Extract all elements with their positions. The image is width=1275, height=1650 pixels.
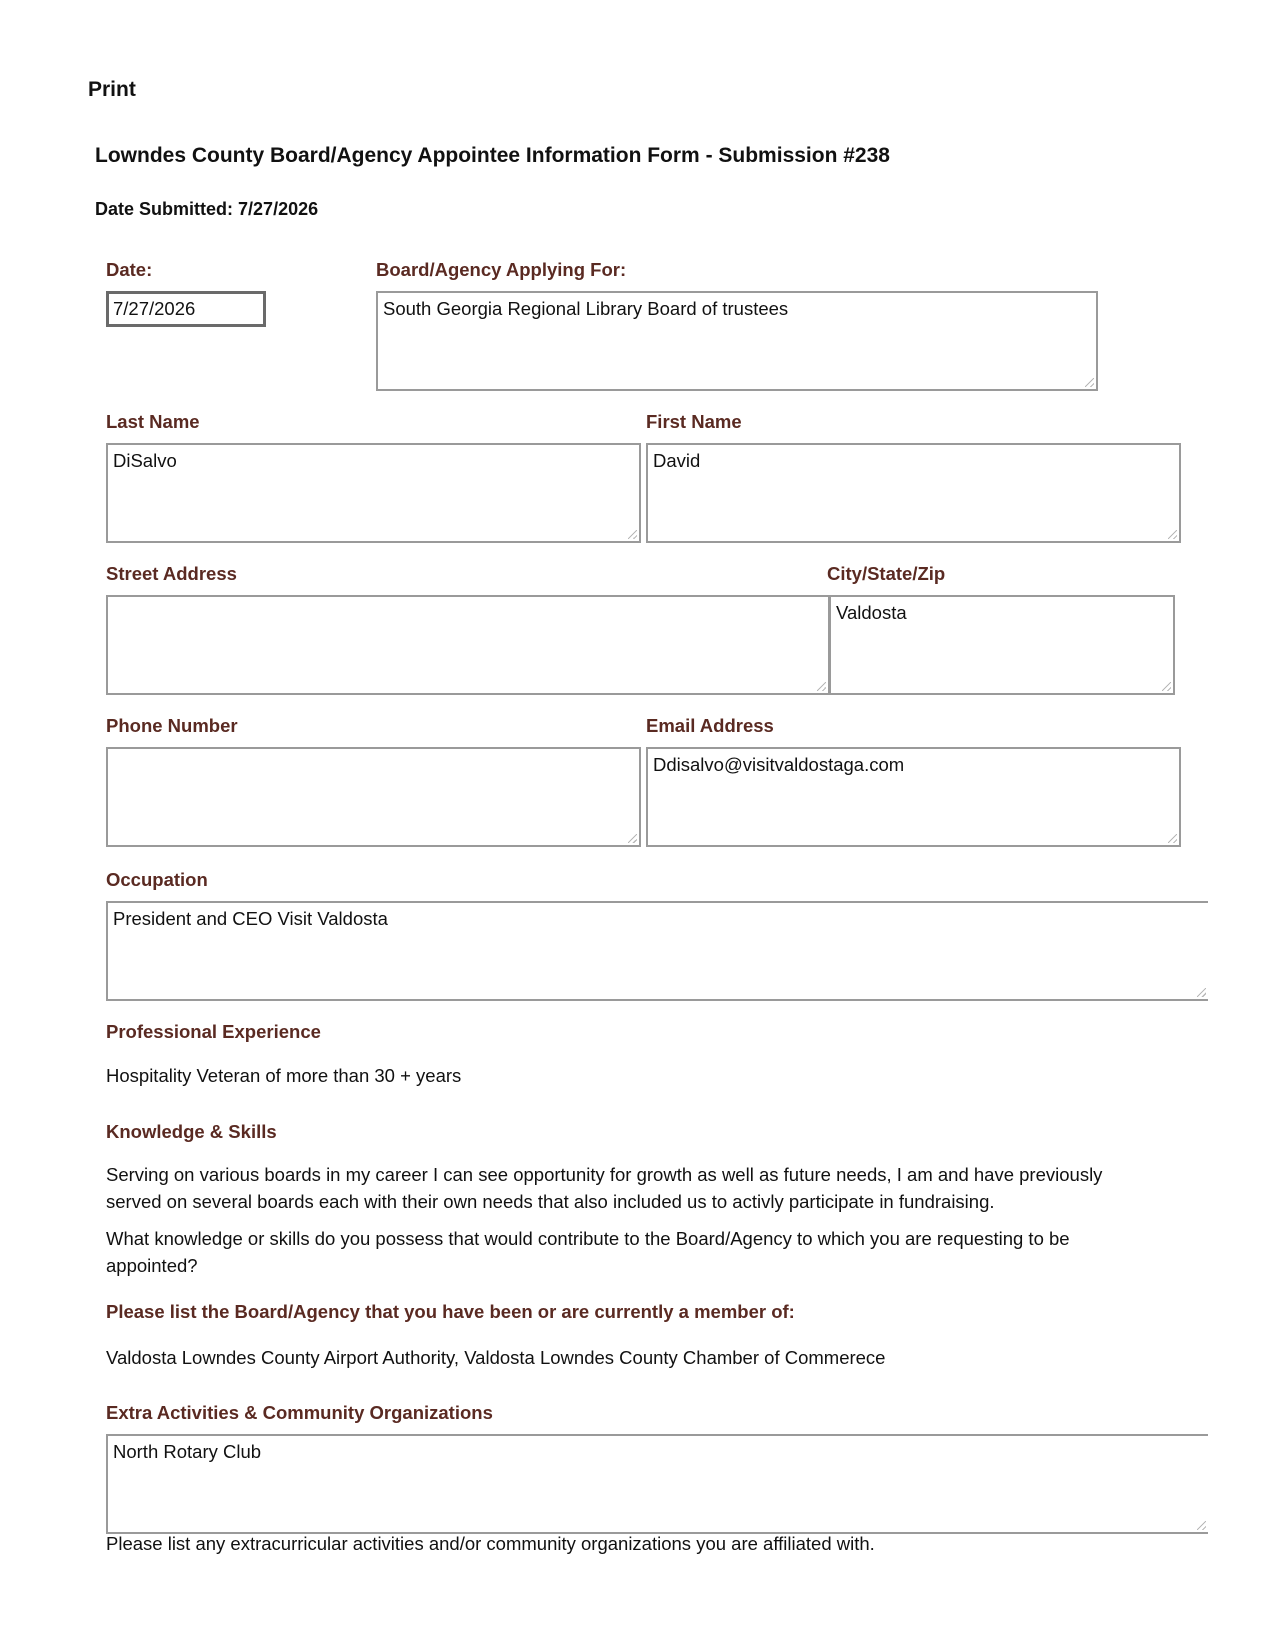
last-name-value: DiSalvo — [113, 450, 177, 471]
city-state-zip-value: Valdosta — [836, 602, 907, 623]
email-address-label: Email Address — [646, 715, 774, 736]
professional-experience-value: Hospitality Veteran of more than 30 + years — [106, 1065, 462, 1086]
resize-grip-icon[interactable] — [1197, 1521, 1206, 1530]
knowledge-skills-help-line: appointed? — [106, 1255, 198, 1276]
resize-grip-icon[interactable] — [628, 530, 637, 539]
print-link[interactable]: Print — [88, 78, 136, 101]
date-input[interactable]: 7/27/2026 — [106, 291, 266, 327]
date-submitted — [95, 199, 318, 220]
occupation-label: Occupation — [106, 869, 208, 890]
form-title: Lowndes County Board/Agency Appointee Information Form - Submission #238 — [95, 144, 890, 167]
knowledge-skills-value-line: served on several boards each with their own needs that also included us to activly participate in fundraising. — [106, 1191, 995, 1212]
extra-activities-textarea[interactable] — [106, 1434, 1208, 1534]
street-address-textarea[interactable] — [106, 595, 830, 695]
phone-number-label: Phone Number — [106, 715, 238, 736]
first-name-textarea[interactable] — [646, 443, 1181, 543]
knowledge-skills-value — [106, 1161, 1102, 1215]
board-agency-textarea[interactable] — [376, 291, 1098, 391]
email-address-textarea[interactable] — [646, 747, 1181, 847]
email-address-value: Ddisalvo@visitvaldostaga.com — [653, 754, 905, 775]
resize-grip-icon[interactable] — [1162, 682, 1171, 691]
city-state-zip-label: City/State/Zip — [827, 563, 946, 584]
phone-number-textarea[interactable] — [106, 747, 641, 847]
resize-grip-icon[interactable] — [1197, 988, 1206, 997]
member-of-label: Please list the Board/Agency that you have been or are currently a member of: — [106, 1301, 795, 1322]
extra-activities-label: Extra Activities & Community Organizations — [106, 1402, 493, 1423]
street-address-label: Street Address — [106, 563, 237, 584]
resize-grip-icon[interactable] — [1168, 530, 1177, 539]
occupation-value: President and CEO Visit Valdosta — [113, 908, 388, 929]
board-agency-value: South Georgia Regional Library Board of trustees — [383, 298, 789, 319]
extra-activities-help: Please list any extracurricular activities and/or community organizations you are affiliated with. — [106, 1533, 875, 1554]
date-label: Date: — [106, 259, 153, 280]
knowledge-skills-label: Knowledge & Skills — [106, 1121, 277, 1142]
date-submitted-label: Date Submitted: — [95, 199, 234, 219]
resize-grip-icon[interactable] — [628, 834, 637, 843]
knowledge-skills-help-line: What knowledge or skills do you possess that would contribute to the Board/Agency to which you are requesting to be — [106, 1228, 1070, 1249]
city-state-zip-textarea[interactable] — [829, 595, 1175, 695]
knowledge-skills-help — [106, 1225, 1070, 1279]
professional-experience-label: Professional Experience — [106, 1021, 321, 1042]
occupation-textarea[interactable] — [106, 901, 1208, 1001]
extra-activities-value: North Rotary Club — [113, 1441, 262, 1462]
resize-grip-icon[interactable] — [817, 682, 826, 691]
resize-grip-icon[interactable] — [1085, 378, 1094, 387]
member-of-value: Valdosta Lowndes County Airport Authority, Valdosta Lowndes County Chamber of Commerece — [106, 1347, 886, 1368]
first-name-value: David — [653, 450, 701, 471]
resize-grip-icon[interactable] — [1168, 834, 1177, 843]
last-name-label: Last Name — [106, 411, 200, 432]
last-name-textarea[interactable] — [106, 443, 641, 543]
board-agency-label: Board/Agency Applying For: — [376, 259, 627, 280]
date-submitted-value: 7/27/2026 — [238, 199, 319, 219]
knowledge-skills-value-line: Serving on various boards in my career I can see opportunity for growth as well as future needs, I am and have previously — [106, 1164, 1103, 1185]
first-name-label: First Name — [646, 411, 742, 432]
